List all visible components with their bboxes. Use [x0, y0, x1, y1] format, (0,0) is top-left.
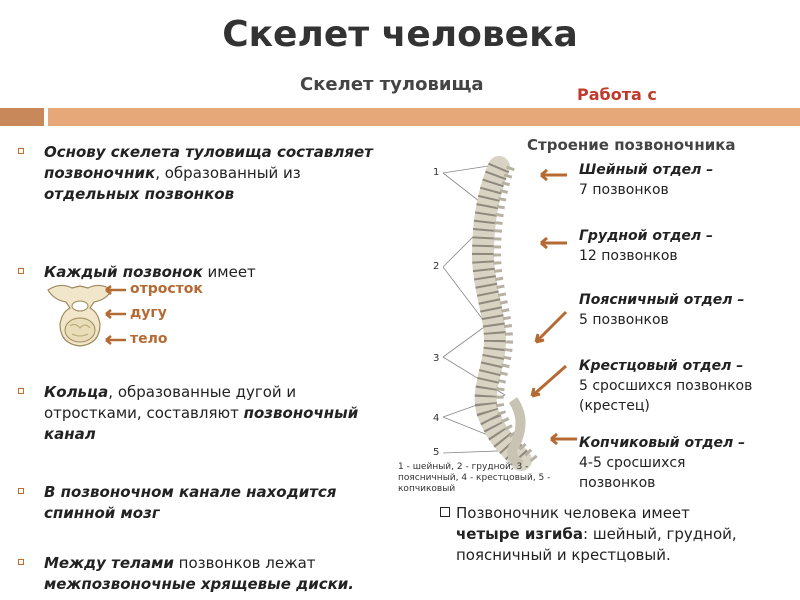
text-bold: Каждый позвонок	[44, 263, 203, 281]
section-lumbar	[579, 290, 789, 330]
bullet-icon	[18, 388, 24, 394]
label-body: тело	[130, 331, 168, 347]
text-bold: позвоночный канал	[44, 404, 359, 443]
section-name: Поясничный отдел –	[579, 292, 745, 308]
section-desc: 12 позвонков	[579, 248, 678, 264]
section-coccygeal	[579, 433, 779, 493]
arrow-diagonal-icon	[526, 362, 570, 402]
page-subtitle: Скелет туловища	[300, 74, 484, 95]
section-name: Копчиковый отдел –	[579, 435, 746, 451]
text-bold: Основу скелета туловища составляет позвоночник	[44, 143, 373, 182]
section-name: Грудной отдел –	[579, 228, 714, 244]
arrow-left-icon	[98, 334, 128, 346]
section-thoracic	[579, 226, 789, 266]
text-normal: , образованный из	[155, 164, 301, 182]
bullet-icon	[18, 268, 24, 274]
text-normal: Позвоночник человека имеет	[456, 504, 690, 522]
vertebrae-stack	[483, 167, 535, 465]
text-normal: позвонков лежат	[173, 554, 316, 572]
bullet-icon	[18, 488, 24, 494]
arrow-diagonal-icon	[530, 308, 570, 348]
label-process: отросток	[130, 281, 203, 297]
arrow-left-icon	[535, 168, 569, 182]
region-number-3: 3	[433, 353, 440, 364]
section-name: Шейный отдел –	[579, 162, 714, 178]
section-desc: 5 сросшихся позвонков (крестец)	[579, 378, 753, 414]
arrow-left-icon	[98, 308, 128, 320]
text-normal: имеет	[202, 263, 256, 281]
label-arch: дугу	[130, 305, 167, 321]
region-number-2: 2	[433, 261, 440, 272]
text-bold: Между телами	[44, 554, 174, 572]
section-desc: 4-5 сросшихся позвонков	[579, 455, 686, 491]
paragraph-discs	[18, 553, 398, 595]
text-bold: В позвоночном канале находится спинной мозг	[44, 483, 337, 522]
bottom-note	[440, 503, 740, 566]
header-bar-left	[0, 108, 44, 126]
arrow-left-icon	[98, 284, 128, 296]
section-desc: 5 позвонков	[579, 312, 669, 328]
text-bold: отдельных позвонков	[44, 185, 235, 203]
section-sacral	[579, 356, 789, 416]
text-bold: четыре изгиба	[456, 525, 584, 543]
section-desc: 7 позвонков	[579, 182, 669, 198]
text-normal: , образованные дугой и отростками, составляют	[44, 383, 297, 422]
region-number-1: 1	[433, 167, 440, 178]
checkbox-bullet-icon	[440, 507, 450, 517]
bullet-icon	[18, 148, 24, 154]
section-name: Крестцовый отдел –	[579, 358, 744, 374]
structure-title: Строение позвоночника	[527, 136, 736, 154]
paragraph-spinal-cord	[18, 482, 398, 524]
text-bold: Кольца	[44, 383, 109, 401]
bullet-icon	[18, 559, 24, 565]
section-cervical	[579, 160, 789, 200]
text-bold: межпозвоночные хрящевые диски.	[44, 575, 354, 593]
page-title: Скелет человека	[222, 14, 578, 55]
text-normal: : шейный, грудной, поясничный и крестцовый.	[456, 525, 737, 564]
paragraph-spine-basis	[18, 142, 398, 205]
arrow-left-icon	[545, 432, 579, 446]
region-number-5: 5	[433, 447, 440, 458]
paragraph-rings	[18, 382, 398, 445]
spine-caption: 1 - шейный, 2 - грудной, 3 - поясничный, 4 - крестцовый, 5 - копчиковый	[398, 462, 551, 494]
arrow-left-icon	[535, 236, 569, 250]
textbook-work-link[interactable]: Работа с	[577, 85, 657, 104]
header-bar-right	[48, 108, 800, 126]
region-number-4: 4	[433, 413, 440, 424]
